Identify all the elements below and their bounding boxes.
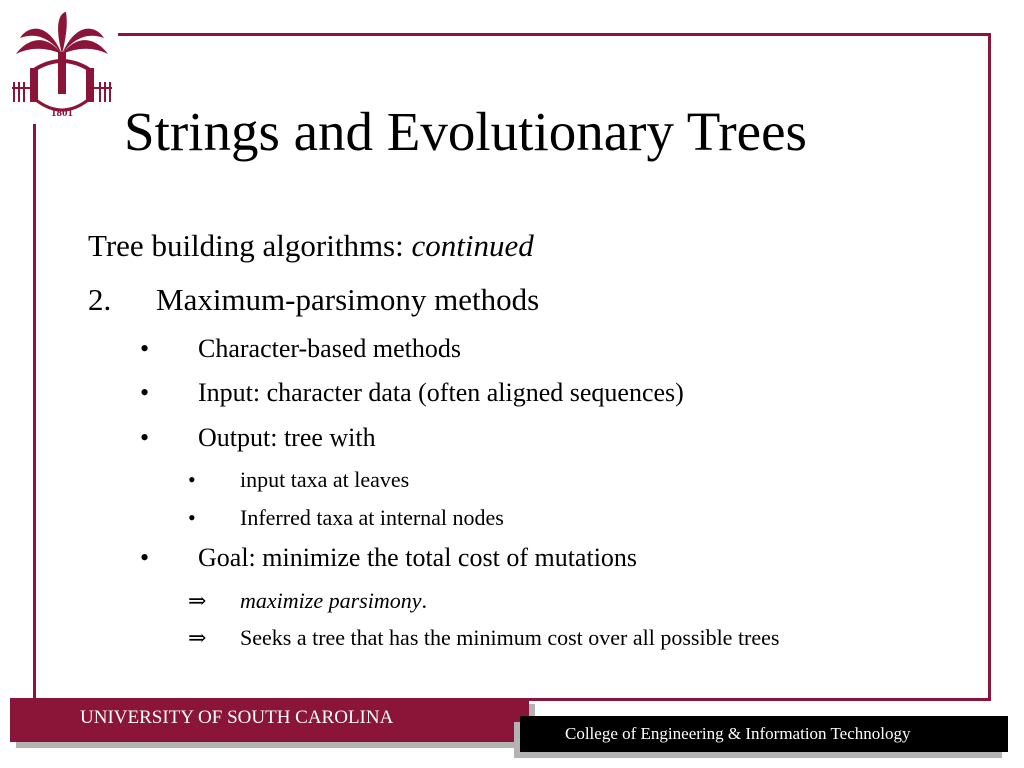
sub-bullet-marker: • bbox=[188, 505, 196, 530]
slide-title: Strings and Evolutionary Trees bbox=[124, 101, 807, 162]
university-seal-logo bbox=[6, 8, 118, 124]
logo-year: 1801 bbox=[51, 107, 73, 119]
method-label: Maximum-parsimony methods bbox=[156, 282, 540, 317]
footer-college-bar bbox=[520, 716, 1008, 752]
implies-arrow-icon: ⇒ bbox=[188, 625, 207, 650]
bullet-marker: • bbox=[140, 378, 150, 407]
bullet-text: Character-based methods bbox=[198, 334, 461, 363]
bullet-text: Output: tree with bbox=[198, 423, 376, 452]
implication-suffix: . bbox=[421, 588, 427, 613]
intro-text: Tree building algorithms: bbox=[88, 228, 412, 263]
implication-line bbox=[240, 588, 427, 614]
implies-arrow-icon: ⇒ bbox=[188, 588, 207, 613]
intro-emphasis: continued bbox=[411, 228, 534, 263]
bullet-text: Goal: minimize the total cost of mutations bbox=[198, 543, 638, 572]
bullet-marker: • bbox=[140, 334, 150, 363]
implication-emphasis: maximize parsimony bbox=[240, 588, 422, 613]
bullet-text: Input: character data (often aligned sequences) bbox=[198, 378, 684, 407]
footer-university-name: UNIVERSITY OF SOUTH CAROLINA bbox=[80, 707, 394, 728]
footer-college-name: College of Engineering & Information Technology bbox=[565, 724, 911, 743]
sub-bullet-text: Inferred taxa at internal nodes bbox=[240, 505, 504, 530]
intro-line bbox=[88, 228, 534, 264]
bullet-marker: • bbox=[140, 423, 150, 452]
method-number: 2. bbox=[88, 282, 112, 317]
footer-university-bar bbox=[10, 698, 529, 742]
sub-bullet-text: input taxa at leaves bbox=[240, 467, 410, 492]
bullet-marker: • bbox=[140, 543, 150, 572]
sub-bullet-marker: • bbox=[188, 467, 196, 492]
implication-text: Seeks a tree that has the minimum cost over all possible trees bbox=[240, 625, 780, 650]
